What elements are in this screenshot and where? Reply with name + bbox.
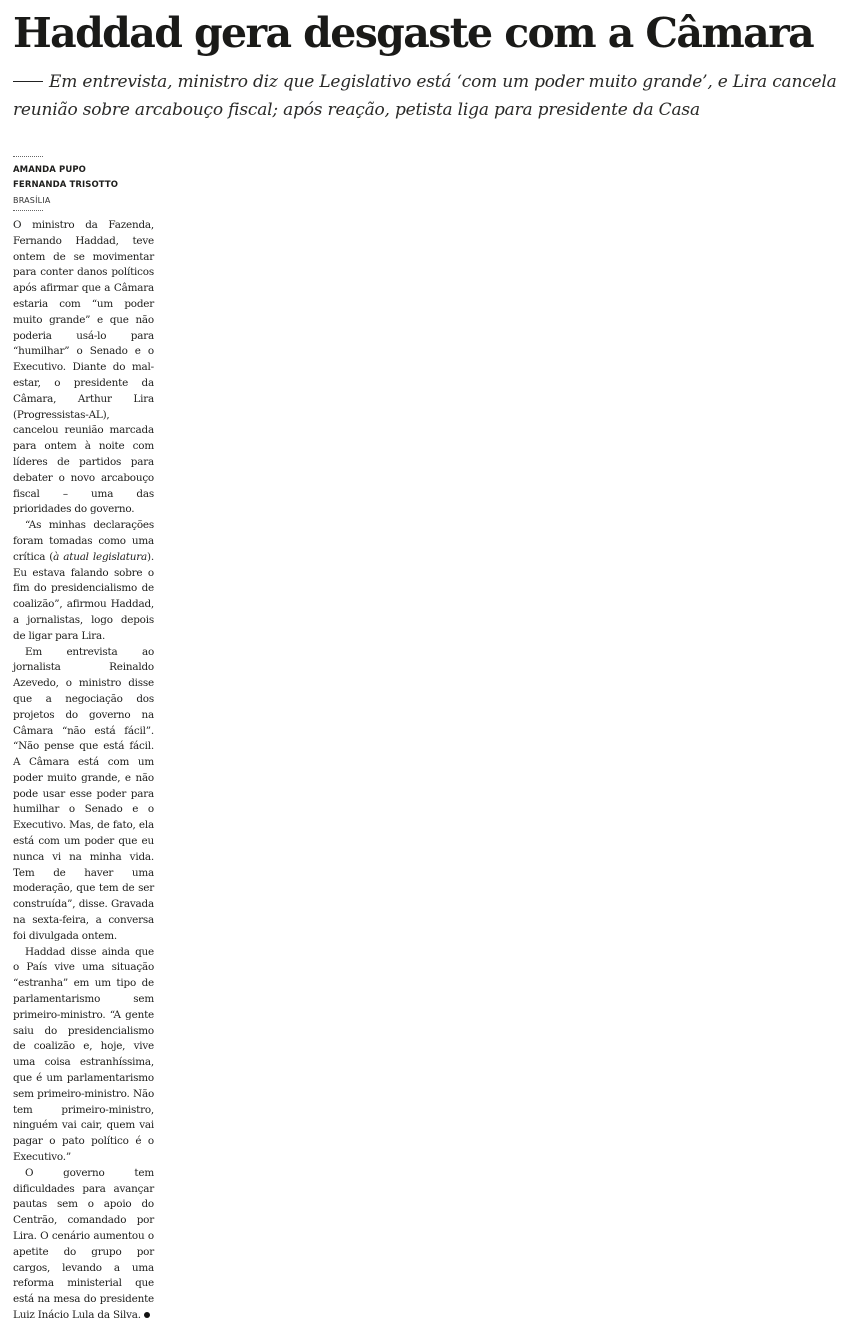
paragraph: Em entrevista ao jornalista Reinaldo Azevedo, o ministro disse que a negociação dos projetos do governo na Câmara “não está fácil”. “Não pense que está fácil. A Câmara está com um poder muito grande, e não pode usar esse poder para humilhar o Senado e o Executivo. Mas, de fato, ela está com um poder que eu nunca vi na minha vida. Tem de haver uma moderação, que tem de ser construída”, disse. Gravada na sexta-feira, a conversa foi divulgada ontem. xyxy=(13,645,154,942)
author-name: FERNANDA TRISOTTO xyxy=(13,180,119,190)
byline-top-rule xyxy=(13,156,43,157)
deck-subtitle xyxy=(13,68,838,124)
paragraph-text: “As minhas declarações foram tomadas como uma crítica ( xyxy=(13,519,154,563)
end-of-article-icon xyxy=(144,1312,150,1318)
deck-text: Em entrevista, ministro diz que Legislativo está ‘com um poder muito grande’, e Lira cancela reunião sobre arcabouço fiscal; após reação, petista liga para presidente da Casa xyxy=(13,72,837,120)
paragraph xyxy=(13,518,154,644)
author-name: AMANDA PUPO xyxy=(13,165,87,175)
paragraph-text: O governo tem dificuldades para avançar pautas sem o apoio do Centrão, comandado por Lira. O cenário aumentou o apetite do grupo por cargos, levando a uma reforma ministerial que está na mesa do presidente Luiz Inácio Lula da Silva. xyxy=(13,1166,154,1321)
paragraph: O ministro da Fazenda, Fernando Haddad, teve ontem de se movimentar para conter danos políticos após afirmar que a Câmara estaria com “um poder muito grande” e que não poderia usá-lo para “humilhar” o Senado e o Executivo. Diante do mal-estar, o presidente da Câmara, Arthur Lira (Progressistas-AL), cancelou reunião marcada para ontem à noite com líderes de partidos para debater o novo arcabouço fiscal – uma das prioridades do governo. xyxy=(13,219,154,516)
byline xyxy=(13,163,118,208)
deck-rule xyxy=(13,81,43,82)
paragraph: Haddad disse ainda que o País vive uma situação “estranha” em um tipo de parlamentarismo sem primeiro-ministro. “A gente saiu do presidencialismo de coalizão e, hoje, vive uma coisa estranhíssima, que é um parlamentarismo sem primeiro-ministro. Não tem primeiro-ministro, ninguém vai cair, quem vai pagar o pato político é o Executivo.” xyxy=(13,945,154,1164)
paragraph-text: ). Eu estava falando sobre o fim do presidencialismo de coalizão”, afirmou Haddad, a jornalistas, logo depois de ligar para Lira. xyxy=(13,550,154,642)
byline-bottom-rule xyxy=(13,210,43,211)
headline: Haddad gera desgaste com a Câmara xyxy=(13,9,814,57)
dateline-location: BRASÍLIA xyxy=(13,196,51,205)
paragraph xyxy=(13,1166,154,1324)
article-body xyxy=(13,218,154,1324)
paragraph-italic: à atual legislatura xyxy=(53,550,148,563)
